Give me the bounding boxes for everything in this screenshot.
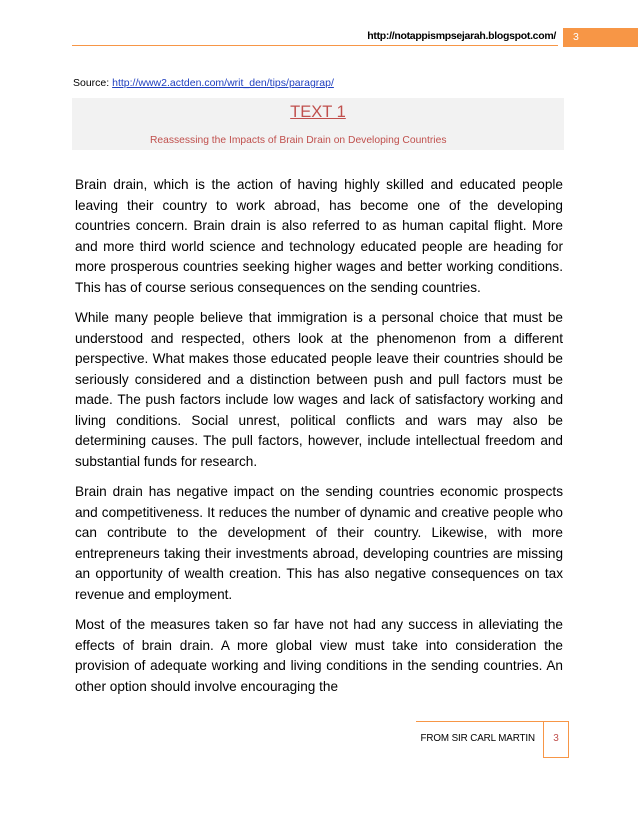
page-subtitle: Reassessing the Impacts of Brain Drain on Developing Countries	[150, 135, 447, 146]
header-url[interactable]: http://notappismpsejarah.blogspot.com/	[367, 30, 556, 42]
footer-text: FROM SIR CARL MARTIN	[420, 733, 535, 744]
page-title: TEXT 1	[290, 103, 346, 121]
source-label: Source:	[73, 77, 110, 89]
paragraph: Brain drain has negative impact on the sending countries economic prospects and competitiveness. It reduces the number of dynamic and creative people who can contribute to the development of their country. Likewise, with more entrepreneurs taking their investments abroad, developing countries are missing an opportunity of wealth creation. This has also negative consequences on tax revenue and employment.	[75, 484, 563, 602]
body-text	[75, 175, 563, 707]
paragraph: Brain drain, which is the action of having highly skilled and educated people leaving their country to work abroad, has become one of the developing countries concern. Brain drain is also referred to as human capital flight. More and more third world science and technology educated people are heading for more prosperous countries seeking higher wages and better working conditions. This has of course serious consequences on the sending countries.	[75, 177, 563, 295]
title-band	[72, 98, 564, 150]
footer-divider	[416, 721, 543, 722]
header-page-number: 3	[563, 28, 638, 47]
paragraph: While many people believe that immigration is a personal choice that must be understood and respected, others look at the phenomenon from a different perspective. What makes those educated people leave their countries should be seriously considered and a distinction between push and pull factors must be made. The push factors include low wages and lack of satisfactory working and living conditions. Social unrest, political conflicts and wars may also be determining causes. The pull factors, however, include intellectual freedom and substantial funds for research.	[75, 310, 563, 469]
paragraph: Most of the measures taken so far have not had any success in alleviating the effects of brain drain. A more global view must take into consideration the provision of adequate working and living conditions in the sending countries. An other option should involve encouraging the	[75, 617, 563, 694]
source-link[interactable]: http://www2.actden.com/writ_den/tips/paragrap/	[112, 77, 334, 89]
footer-page-box	[543, 721, 569, 758]
source-line	[73, 77, 334, 89]
header-divider	[72, 45, 558, 46]
footer-page-number: 3	[553, 733, 559, 744]
